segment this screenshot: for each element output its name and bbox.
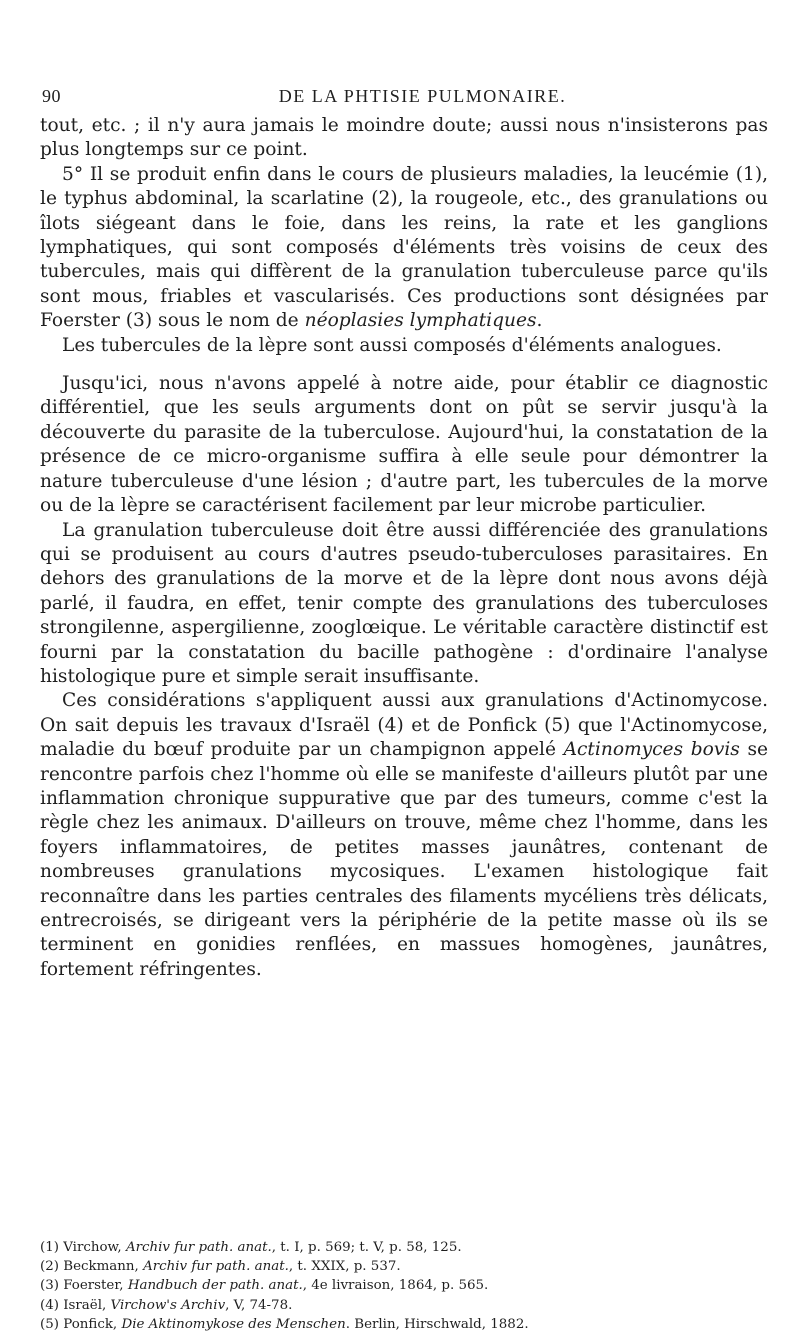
paragraph-2 [40, 163, 768, 334]
footnote-1 [40, 1238, 768, 1257]
paragraph-6-text: Ces considérations s'appliquent aussi aux granulations d'Actinomycose. On sait depuis les travaux d'Israël (4) et de Ponfick (5) que l'Actinomycose, maladie du bœuf produite par un champignon appelé [40, 690, 768, 761]
footnote-number: (3) [40, 1278, 64, 1294]
page-header [40, 86, 775, 112]
footnote-title: Archiv fur path. anat. [125, 1240, 272, 1255]
footnote-5 [40, 1315, 768, 1334]
footnote-title: Handbuch der path. anat. [127, 1278, 303, 1294]
footnote-author: Ponfick, [63, 1316, 122, 1332]
paragraph-4: Jusqu'ici, nous n'avons appelé à notre aide, pour établir ce diagnostic différentiel, que les seuls arguments dont on pût se servir jusqu'à la découverte du parasite de la tuberculose. Aujourd'hui, la constatation de la présence de ce micro-organisme suffira à elle seule pour démontrer la nature tuberculeuse d'une lésion ; d'autre part, les tubercules de la morve ou de la lèpre se caractérisent facilement par leur microbe particulier. [40, 373, 768, 517]
footnote-number: (2) [40, 1259, 64, 1275]
footnote-number: (5) [40, 1316, 64, 1332]
footnote-details: , t. XXIX, p. 537. [288, 1259, 401, 1275]
footnote-details: , V, 74-78. [225, 1297, 293, 1313]
footnote-author: Israël, [63, 1297, 111, 1313]
paragraph-2-end: . [536, 310, 543, 332]
footnote-details: . Berlin, Hirschwald, 1882. [345, 1316, 529, 1332]
footnote-number: (4) [40, 1297, 64, 1313]
footnote-details: , t. I, p. 569; t. V, p. 58, 125. [271, 1240, 462, 1255]
paragraph-2-text: 5° Il se produit enfin dans le cours de plusieurs maladies, la leucémie (1), le typhus abdominal, la scarlatine (2), la rougeole, etc., des granulations ou îlots siégeant dans le foie, dans les reins, la rate et les ganglions lymphatiques, qui sont composés d'éléments très voisins de ceux des tubercules, mais qui diffèrent de la granulation tuberculeuse parce qu'ils sont mous, friables et vascularisés. Ces productions sont désignées par Foerster (3) sous le nom de [40, 163, 768, 332]
paragraph-6 [40, 689, 768, 982]
footnote-2 [40, 1257, 768, 1276]
footnote-title: Archiv fur path. anat. [143, 1259, 289, 1275]
paragraph-1: tout, etc. ; il n'y aura jamais le moindre doute; aussi nous n'insisterons pas plus longtemps sur ce point. [40, 115, 768, 161]
paragraph-6-text-end: se rencontre parfois chez l'homme où elle se manifeste d'ailleurs plutôt par une inflammation chronique suppurative que par des tumeurs, comme c'est la règle chez les animaux. D'ailleurs on trouve, même chez l'homme, dans les foyers inflammatoires, de petites masses jaunâtres, contenant de nombreuses granulations mycosiques. L'examen histologique fait reconnaître dans les parties centrales des filaments mycéliens très délicats, entrecroisés, se dirigeant vers la périphérie de la petite masse où ils se terminent en gonidies renflées, en massues homogènes, jaunâtres, fortement réfringentes. [40, 739, 768, 980]
paragraph-2-italic: néoplasies lymphatiques [304, 310, 537, 332]
footnote-3 [40, 1276, 768, 1295]
footnotes [40, 1238, 768, 1334]
paragraph-3: Les tubercules de la lèpre sont aussi composés d'éléments analogues. [62, 334, 722, 356]
paragraph-6-italic: Actinomyces bovis [563, 739, 740, 761]
page-number: 90 [42, 86, 61, 106]
running-title: DE LA PHTISIE PULMONAIRE. [278, 86, 567, 106]
footnote-4 [40, 1296, 768, 1315]
paragraph-spacer [40, 358, 768, 372]
footnote-title: Virchow's Archiv [110, 1297, 226, 1313]
paragraph-5: La granulation tuberculeuse doit être aussi différenciée des granulations qui se produisent au cours d'autres pseudo-tuberculoses parasitaires. En dehors des granulations de la morve et de la lèpre dont nous avons déjà parlé, il faudra, en effet, tenir compte des granulations des tuberculoses strongilenne, aspergilienne, zooglœique. Le véritable caractère distinctif est fourni par la constatation du bacille pathogène : d'ordinaire l'analyse histologique pure et simple serait insuffisante. [40, 519, 768, 687]
body-text [40, 114, 768, 982]
footnote-title: Die Aktinomykose des Menschen [121, 1316, 346, 1332]
footnote-author: Foerster, [63, 1278, 128, 1294]
footnote-author: Virchow, [63, 1240, 126, 1255]
footnote-details: , 4e livraison, 1864, p. 565. [302, 1278, 489, 1294]
footnote-author: Beckmann, [63, 1259, 144, 1275]
footnote-number: (1) [40, 1240, 64, 1255]
